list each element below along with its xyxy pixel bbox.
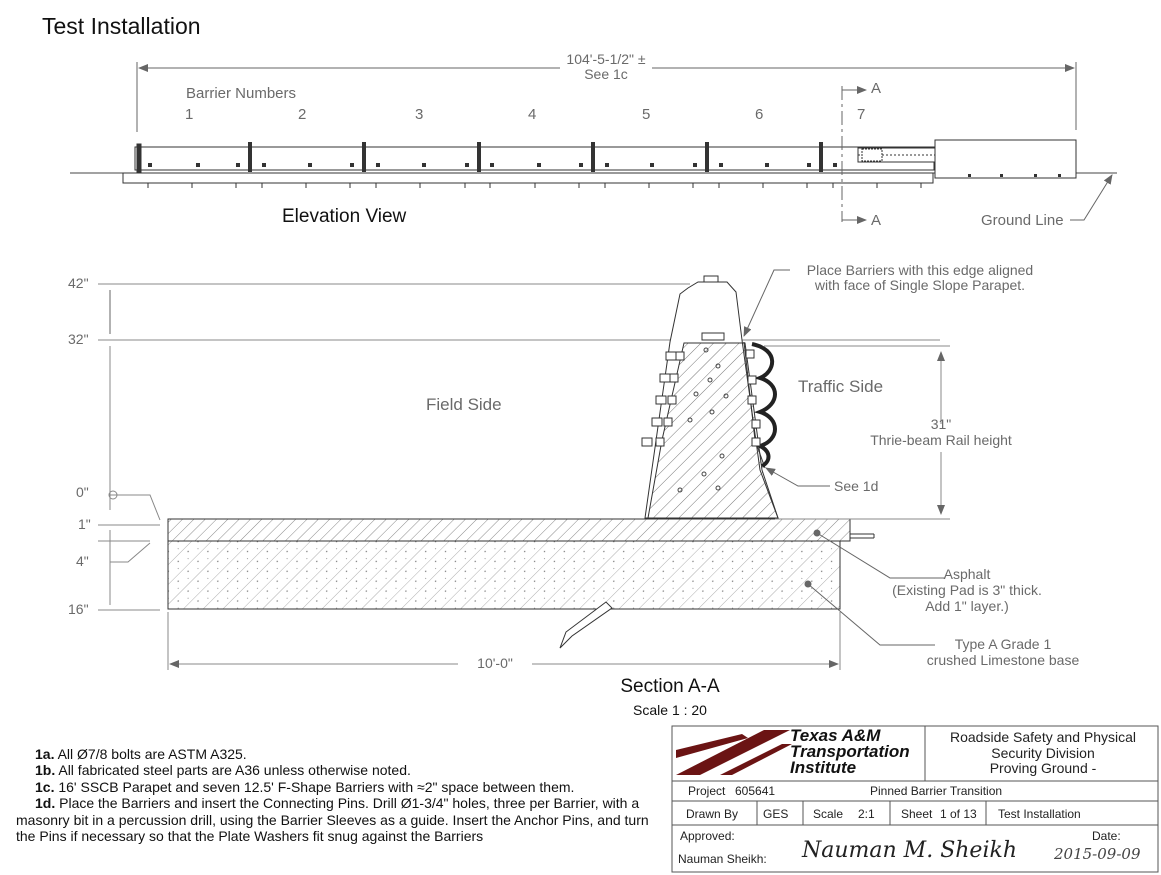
height-label: 42"	[68, 275, 89, 291]
asphalt-label-1: Asphalt	[943, 566, 991, 582]
see-1d-label: See 1d	[834, 478, 879, 494]
signature: Nauman M. Sheikh	[802, 838, 1017, 863]
pad-ticks	[148, 183, 921, 188]
barrier-number: 2	[298, 106, 307, 123]
traffic-side-label: Traffic Side	[798, 377, 884, 396]
approver-name: Nauman Sheikh:	[678, 852, 767, 866]
approved-label: Approved:	[680, 829, 735, 843]
general-notes	[16, 746, 664, 844]
overall-dimension-value: 104'-5-1/2" ±	[566, 51, 646, 67]
project-number: 605641	[735, 784, 776, 798]
sheet-title: Test Installation	[42, 13, 201, 39]
barrier-numbers-label: Barrier Numbers	[186, 85, 297, 102]
division-block: Roadside Safety and Physical Security Division Proving Ground -	[950, 729, 1136, 776]
scale-label: Scale	[813, 807, 844, 821]
project-label: Project	[688, 784, 726, 798]
elevation-view	[70, 86, 1117, 222]
section-mark-top: A	[871, 80, 882, 97]
scale-value: 2:1	[858, 807, 875, 821]
rail-height-value: 31"	[930, 416, 952, 432]
note-1c: 1c. 16' SSCB Parapet and seven 12.5' F-Shape Barriers with ≈2" space between them.	[35, 778, 575, 795]
rail-height-label: Thrie-beam Rail height	[870, 432, 1012, 448]
height-label: 4"	[76, 553, 89, 569]
section-title: Section A-A	[620, 676, 720, 697]
single-slope-parapet	[935, 140, 1076, 178]
section-scale: Scale 1 : 20	[633, 702, 707, 718]
drawn-by-label: Drawn By	[686, 807, 739, 821]
sheet-label: Sheet	[901, 807, 933, 821]
date-label: Date:	[1092, 829, 1121, 843]
height-label: 32"	[68, 331, 89, 347]
drawn-by-value: GES	[763, 807, 789, 821]
barrier-segments	[135, 144, 934, 172]
overall-dimension-ref: See 1c	[584, 66, 628, 82]
section-mark-bottom: A	[871, 212, 882, 229]
height-label: 16"	[68, 601, 89, 617]
tti-logo-icon	[676, 730, 792, 775]
barrier-number: 7	[857, 106, 866, 123]
tti-logo-text: Texas A&M Transportation Institute	[790, 726, 910, 777]
asphalt-label-3: Add 1" layer.)	[925, 598, 1009, 614]
note-1b: 1b. All fabricated steel parts are A36 unless otherwise noted.	[35, 762, 411, 779]
note-1a: 1a. All Ø7/8 bolts are ASTM A325.	[35, 746, 247, 762]
barrier-number: 6	[755, 106, 764, 123]
elevation-view-title: Elevation View	[282, 206, 407, 227]
sheet-name: Test Installation	[998, 807, 1081, 821]
barrier-number: 3	[415, 106, 424, 123]
barrier-number: 1	[185, 106, 194, 123]
asphalt-label-2: (Existing Pad is 3" thick.	[892, 582, 1042, 598]
barrier-number: 5	[642, 106, 651, 123]
sheet-value: 1 of 13	[940, 807, 977, 821]
asphalt-layer	[168, 519, 850, 541]
place-barriers-note-1: Place Barriers with this edge aligned	[806, 262, 1034, 278]
project-name: Pinned Barrier Transition	[870, 784, 1003, 798]
base-label-2: crushed Limestone base	[926, 652, 1080, 668]
limestone-base	[168, 541, 840, 609]
place-barriers-note-2: with face of Single Slope Parapet.	[814, 277, 1026, 293]
base-label-1: Type A Grade 1	[954, 636, 1052, 652]
ground-line-label: Ground Line	[981, 212, 1064, 229]
barrier-number: 4	[528, 106, 537, 123]
date-value: 2015-09-09	[1054, 845, 1141, 863]
section-a-a	[98, 270, 950, 670]
note-1d: 1d. Place the Barriers and insert the Connecting Pins. Drill Ø1-3/4" holes, three per Barrier, with a masonry bit in a percussion drill, using the Barrier Sleeves as a guide. Insert the Anchor Pins, and turn the Pins if necessary so that the Plate Washers fit snug against the Barriers	[16, 795, 649, 845]
width-dimension: 10'-0"	[477, 655, 513, 671]
field-side-label: Field Side	[426, 395, 502, 414]
height-label: 0"	[76, 484, 89, 500]
height-label: 1"	[78, 516, 91, 532]
